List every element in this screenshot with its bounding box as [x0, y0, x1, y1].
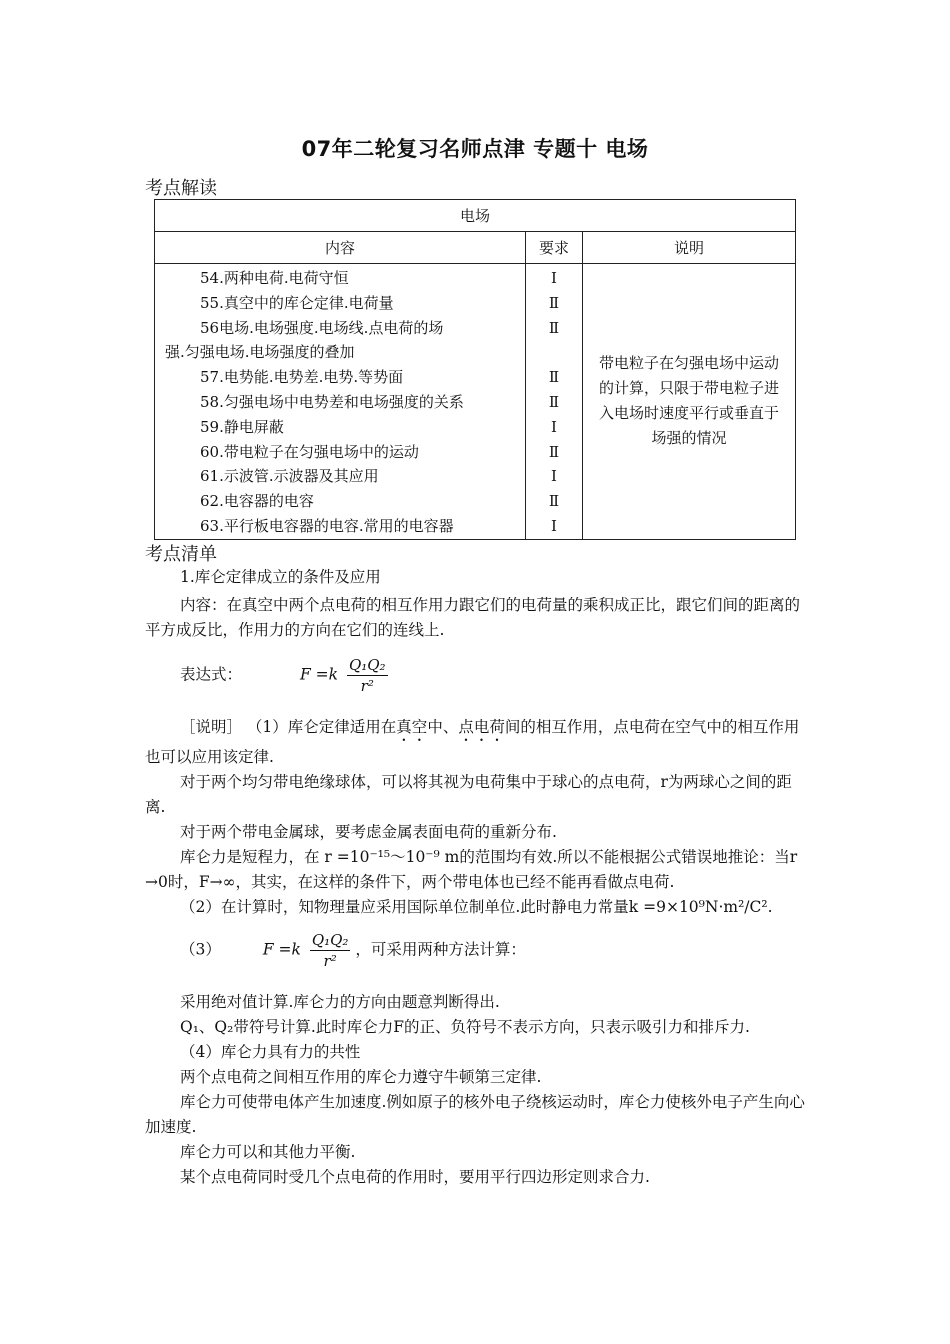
requirements-table: [154, 199, 796, 540]
requirement-level: Ⅰ: [551, 269, 557, 287]
header-content: 内容: [155, 232, 526, 264]
paragraph-signed: Q₁、Q₂带符号计算.此时库仑力F的正、负符号不表示方向，只表示吸引力和排斥力.: [180, 1018, 750, 1036]
paragraph-metal: 对于两个带电金属球，要考虑金属表面电荷的重新分布.: [180, 823, 557, 841]
coulomb-formula-2: [228, 930, 351, 971]
requirement-level: Ⅰ: [551, 467, 557, 486]
item-title: 1.库仑定律成立的条件及应用: [180, 568, 381, 586]
note-emphasis-point-charge: 点电荷: [458, 718, 505, 736]
list-item: 60.带电粒子在匀强电场中的运动: [200, 442, 419, 461]
requirement-cell: [526, 264, 583, 540]
list-item: 58.匀强电场中电势差和电场强度的关系: [200, 392, 464, 411]
requirement-level: Ⅰ: [551, 417, 557, 436]
note-text: 中、: [427, 718, 459, 736]
formula-row-3: [145, 930, 810, 980]
requirement-level: Ⅱ: [548, 392, 560, 411]
requirement-level: Ⅰ: [551, 516, 557, 535]
requirement-level: Ⅱ: [548, 368, 560, 387]
item-3-label: （3）: [180, 940, 221, 959]
note-text: 间的相互作用，点电荷在空气中的相互作用也可以应用该定律.: [145, 718, 800, 766]
formula-denominator: r²: [323, 952, 337, 970]
table-caption: 电场: [155, 200, 796, 232]
note-text: ［说明］ （1）库仑定律适用在: [180, 718, 397, 736]
requirement-level: Ⅱ: [548, 293, 560, 312]
paragraph-acceleration: 库仑力可使带电体产生加速度.例如原子的核外电子绕核运动时，库仑力使核外电子产生向心加速度.: [145, 1093, 805, 1136]
list-item: 强.匀强电场.电场强度的叠加: [165, 343, 355, 362]
formula-denominator: r²: [360, 677, 374, 695]
list-item: 55.真空中的库仑定律.电荷量: [200, 293, 394, 312]
requirement-level: Ⅱ: [548, 442, 560, 461]
note-emphasis-vacuum: 真空: [396, 718, 428, 736]
list-item: 63.平行板电容器的电容.常用的电容器: [200, 516, 454, 535]
list-item: 62.电容器的电容: [200, 492, 314, 511]
section-heading-interpretation: 考点解读: [145, 178, 217, 199]
requirement-level: Ⅱ: [548, 318, 560, 337]
list-item: 61.示波管.示波器及其应用: [200, 467, 379, 486]
expression-label: 表达式：: [180, 665, 243, 684]
paragraph-newton: 两个点电荷之间相互作用的库仑力遵守牛顿第三定律.: [180, 1068, 542, 1086]
formula-fraction: [347, 655, 388, 696]
content-body: [145, 565, 810, 1190]
paragraph-balance: 库仑力可以和其他力平衡.: [180, 1143, 356, 1161]
paragraph-content: 内容：在真空中两个点电荷的相互作用力跟它们的电荷量的乘积成正比，跟它们间的距离的平方成反比，作用力的方向在它们的连线上.: [145, 596, 801, 639]
header-notes: 说明: [583, 232, 796, 264]
formula-lhs: F =k: [299, 665, 339, 684]
requirement-level: [526, 340, 582, 365]
list-item: 54.两种电荷.电荷守恒: [200, 269, 349, 287]
item-3-tail: ，可采用两种方法计算：: [355, 940, 526, 959]
paragraph-short-range: 库仑力是短程力，在 r =10⁻¹⁵～10⁻⁹ m的范围均有效.所以不能根据公式错误地推论：当r →0时，F→∞，其实，在这样的条件下，两个带电体也已经不能再看做点电荷.: [145, 848, 798, 891]
formula-row: [145, 655, 810, 705]
formula-lhs: F =k: [262, 940, 301, 959]
notes-cell: 带电粒子在匀强电场中运动的计算，只限于带电粒子进入电场时速度平行或垂直于场强的情况: [583, 264, 796, 540]
list-item: 56电场.电场强度.电场线.点电荷的场: [200, 318, 444, 337]
formula-numerator: Q₁Q₂: [311, 931, 349, 949]
formula-numerator: Q₁Q₂: [348, 656, 386, 674]
paragraph-parallelogram: 某个点电荷同时受几个点电荷的作用时，要用平行四边形定则求合力.: [180, 1168, 650, 1186]
paragraph-note-1: [145, 715, 810, 770]
paragraph-item-4: （4）库仑力具有力的共性: [180, 1043, 361, 1061]
section-heading-checklist: 考点清单: [145, 544, 217, 565]
page-title: 07年二轮复习名师点津 专题十 电场: [301, 137, 649, 161]
requirement-level: Ⅱ: [548, 492, 560, 511]
header-requirement: 要求: [526, 232, 583, 264]
content-cell: [155, 264, 526, 540]
paragraph-sphere: 对于两个均匀带电绝缘球体，可以将其视为电荷集中于球心的点电荷，r为两球心之间的距离.: [145, 773, 792, 816]
list-item: 59.静电屏蔽: [200, 417, 284, 436]
list-item: 57.电势能.电势差.电势.等势面: [200, 368, 404, 387]
coulomb-formula: [265, 655, 388, 696]
formula-fraction: [310, 930, 351, 971]
paragraph-absolute: 采用绝对值计算.库仑力的方向由题意判断得出.: [180, 993, 500, 1011]
paragraph-si-units: （2）在计算时，知物理量应采用国际单位制单位.此时静电力常量k =9×10⁹N·m²/C².: [180, 898, 773, 916]
